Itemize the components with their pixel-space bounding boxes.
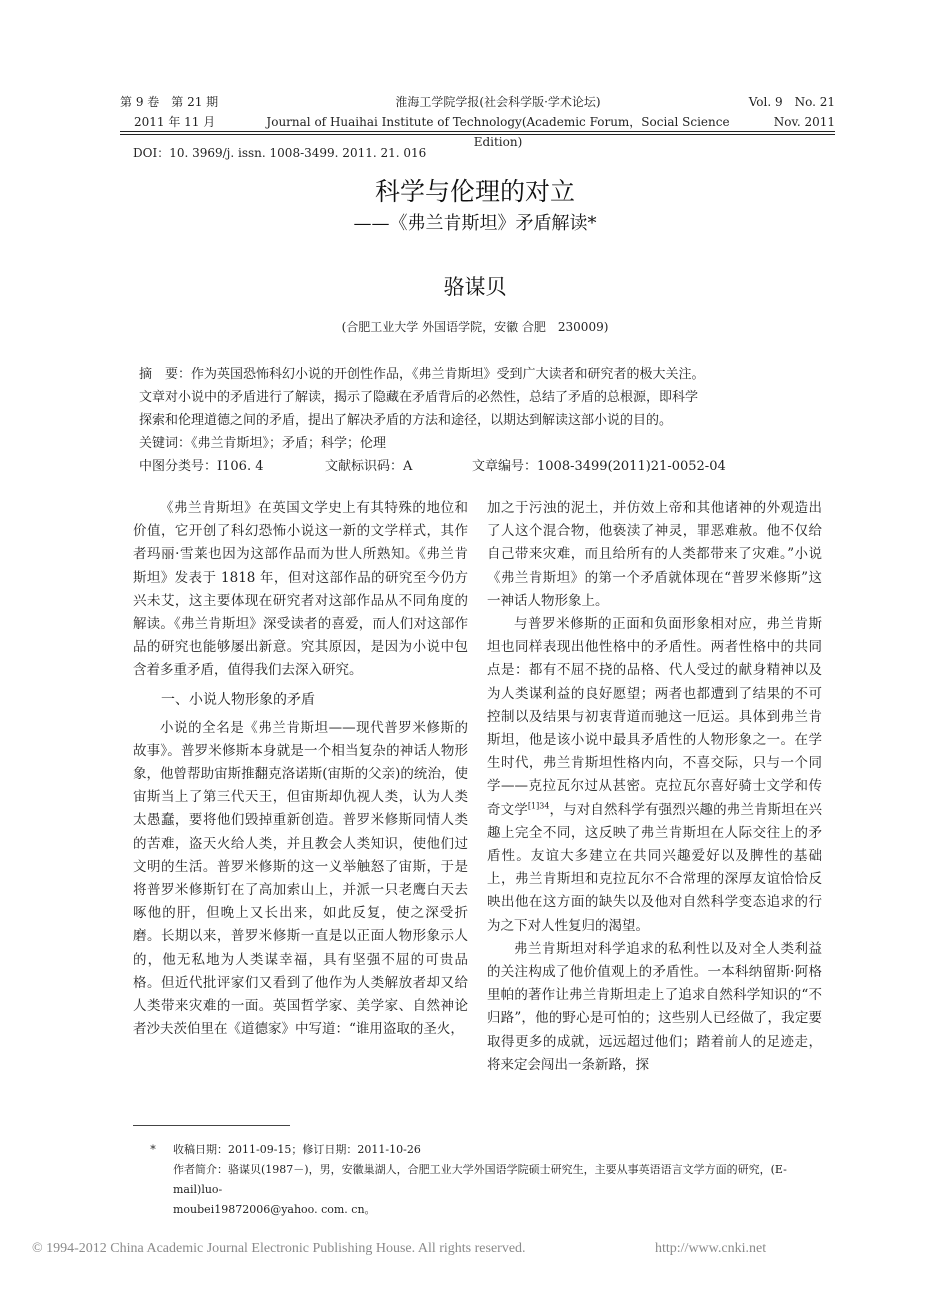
paragraph-text: 与普罗米修斯的正面和负面形象相对应，弗兰肯斯坦也同样表现出他性格中的矛盾性。两者性格中的共同点是：都有不屈不挠的品格、代人受过的献身精神以及为人类谋利益的良好愿望；两者也都遭到了结果的不可控制以及结果与初衷背道而驰这一厄运。具体到弗兰肯斯坦，他是该小说中最具矛盾性的人物形象之一。在学生时代，弗兰肯斯坦性格内向，不喜交际，只与一个同学——克拉瓦尔过从甚密。克拉瓦尔喜好骑士文学和传奇文学 (487, 616, 822, 818)
article-number: 文章编号：1008-3499(2011)21-0052-04 (472, 459, 726, 474)
body-column-left (133, 497, 468, 1041)
author-bio: 作者简介：骆谋贝(1987－)，男，安徽巢湖人，合肥工业大学外国语学院硕士研究生，主要从事英语语言文学方面的研究，(E-mail)luo- (173, 1163, 787, 1196)
paragraph-text: ，与对自然科学有强烈兴趣的弗兰肯斯坦在兴趣上完全不同，这反映了弗兰肯斯坦在人际交往上的矛盾性。友谊大多建立在共同兴趣爱好以及脾性的基础上，弗兰肯斯坦和克拉瓦尔不合常理的深厚友谊恰恰反映出他在这方面的缺失以及他对自然科学变态追求的行为之下对人性复归的渴望。 (487, 801, 823, 934)
document-code: 文献标识码：A (325, 459, 413, 474)
header-right (735, 92, 835, 132)
abstract (139, 363, 819, 432)
abstract-line: 摘 要：作为英国恐怖科幻小说的开创性作品，《弗兰肯斯坦》受到广大读者和研究者的极大关注。 (139, 367, 705, 382)
article-title: 科学与伦理的对立 (374, 177, 575, 206)
affiliation: (合肥工业大学 外国语学院，安徽 合肥 230009) (341, 320, 609, 334)
date-cn: 2011 年 11 月 (134, 115, 216, 129)
copyright-watermark: © 1994-2012 China Academic Journal Electronic Publishing House. All rights reserved. (32, 1241, 526, 1256)
header-left (120, 92, 260, 132)
author-bio-cont: moubei19872006@yahoo. com. cn。 (173, 1203, 376, 1216)
citation-mark: [1]34 (527, 801, 550, 811)
paragraph: 小说的全名是《弗兰肯斯坦——现代普罗米修斯的故事》。普罗米修斯本身就是一个相当复杂的神话人物形象，他曾帮助宙斯推翻克洛诺斯(宙斯的父亲)的统治，使宙斯当上了第三代天王，但宙斯却仇视人类，认为人类太愚蠢，要将他们毁掉重新创造。普罗米修斯同情人类的苦难，盗天火给人类，并且教会人类知识，使他们过文明的生活。普罗米修斯的这一义举触怒了宙斯，于是将普罗米修斯钉在了高加索山上，并派一只老鹰白天去啄他的肝，但晚上又长出来，如此反复，使之深受折磨。长期以来，普罗米修斯一直是以正面人物形象示人的，他无私地为人类谋幸福，具有坚强不屈的可贵品格。但近代批评家们又看到了他作为人类解放者却又给人类带来灾难的一面。英国哲学家、美学家、自然神论者沙夫茨伯里在《道德家》中写道：“谁用盗取的圣火， (133, 719, 468, 1038)
footnote (133, 1140, 823, 1220)
doi: DOI：10. 3969/j. issn. 1008-3499. 2011. 21. 016 (133, 146, 427, 160)
paragraph: 《弗兰肯斯坦》在英国文学史上有其特殊的地位和价值，它开创了科幻恐怖小说这一新的文学样式，其作者玛丽·雪莱也因为这部作品而为世人所熟知。《弗兰肯斯坦》发表于 1818 年，但对这部作品的研究至今仍方兴未艾，这主要体现在研究者对这部作品从不同角度的解读。《弗兰肯斯坦》深受读者的喜爱，而人们对这部作品的研究也能够屡出新意。究其原因，是因为小说中包含着多重矛盾，值得我们去深入研究。 (133, 500, 468, 679)
article-subtitle: ——《弗兰肯斯坦》矛盾解读* (353, 213, 597, 234)
received-dates: 收稿日期：2011-09-15；修订日期：2011-10-26 (173, 1143, 421, 1156)
footnote-rule (133, 1125, 290, 1126)
header-rule-bottom (120, 134, 835, 135)
paragraph-continued: 加之于污浊的泥土，并仿效上帝和其他诸神的外观造出了人这个混合物，他亵渎了神灵，罪恶难赦。他不仅给自己带来灾难，而且给所有的人类都带来了灾难。”小说《弗兰肯斯坦》的第一个矛盾就体现在“普罗米修斯”这一神话人物形象上。 (487, 500, 822, 609)
section-heading: 一、小说人物形象的矛盾 (161, 691, 315, 708)
header-center (258, 92, 738, 152)
journal-name-cn: 淮海工学院学报(社会科学版·学术论坛) (395, 95, 601, 109)
body-column-right (487, 497, 822, 1077)
header-rule-top (120, 131, 835, 132)
volume-issue-en: Vol. 9 No. 21 (748, 95, 835, 109)
keywords: 关键词：《弗兰肯斯坦》；矛盾；科学；伦理 (139, 436, 387, 451)
journal-name-en: Journal of Huaihai Institute of Technology(Academic Forum，Social Science Edition) (266, 115, 730, 149)
volume-issue-cn: 第 9 卷 第 21 期 (120, 95, 219, 109)
abstract-line: 文章对小说中的矛盾进行了解读，揭示了隐藏在矛盾背后的必然性，总结了矛盾的总根源，即科学 (139, 390, 699, 405)
author-name: 骆谋贝 (443, 275, 507, 299)
website-watermark: http://www.cnki.net (655, 1241, 767, 1256)
clc-number: 中图分类号：I106. 4 (139, 459, 264, 474)
paragraph: 弗兰肯斯坦对科学追求的私利性以及对全人类利益的关注构成了他价值观上的矛盾性。一本科纳留斯·阿格里帕的著作让弗兰肯斯坦走上了追求自然科学知识的“不归路”，他的野心是可怕的；这些别人已经做了，我定要取得更多的成就，远远超过他们；踏着前人的足迹走，将来定会闯出一条新路，探 (487, 940, 822, 1073)
footnote-mark: * (150, 1143, 156, 1156)
date-en: Nov. 2011 (773, 115, 835, 129)
abstract-line: 探索和伦理道德之间的矛盾，提出了解决矛盾的方法和途径，以期达到解读这部小说的目的。 (139, 413, 673, 428)
paragraph (487, 613, 822, 938)
